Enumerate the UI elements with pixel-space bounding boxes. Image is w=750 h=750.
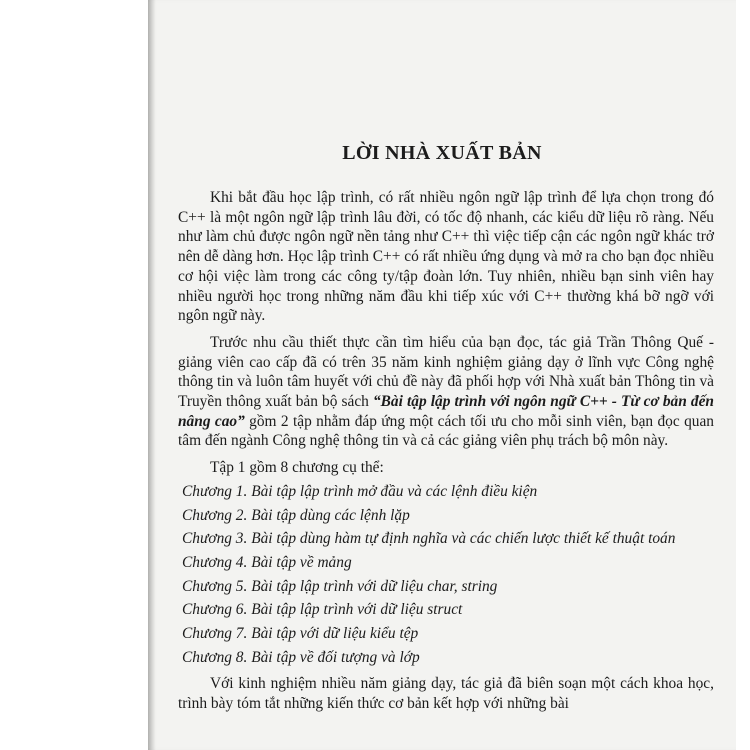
paragraph-publishing (178, 333, 714, 451)
page-title: LỜI NHÀ XUẤT BẢN (342, 142, 542, 164)
chapter-item: Chương 8. Bài tập về đối tượng và lớp (182, 648, 420, 666)
paragraph-closing: Với kinh nghiệm nhiều năm giảng dạy, tác giả đã biên soạn một cách khoa học, trình bày tóm tắt những kiến thức cơ bản kết hợp với những bài (178, 675, 714, 713)
chapter-item: Chương 1. Bài tập lập trình mở đầu và các lệnh điều kiện (182, 482, 538, 500)
paragraph-intro: Khi bắt đầu học lập trình, có rất nhiều ngôn ngữ lập trình để lựa chọn trong đó C++ là một ngôn ngữ lập trình lâu đời, có tốc độ nhanh, các kiểu dữ liệu rõ ràng. Nếu như làm chủ được ngôn ngữ nền tảng như C++ thì việc tiếp cận các ngôn ngữ khác trở nên dễ dàng hơn. Học lập trình C++ có rất nhiều ứng dụng và mở ra cho bạn đọc nhiều cơ hội việc làm trong các công ty/tập đoàn lớn. Tuy nhiên, nhiều bạn sinh viên hay nhiều người học trong những năm đầu khi tiếp xúc với C++ thường khá bỡ ngỡ với ngôn ngữ này. (178, 189, 714, 325)
chapter-item: Chương 7. Bài tập với dữ liệu kiểu tệp (182, 625, 419, 643)
paragraph-publishing-start: Trước nhu cầu thiết thực cần tìm hiểu của bạn đọc, tác giả Trần Thông Quế - giảng viên cao cấp đã có trên 35 năm kinh nghiệm giảng dạy ở lĩnh vực Công nghệ thông tin và luôn tâm huyết với chủ đề này đã phối hợp với Nhà xuất bản Thông tin và Truyền thông xuất bản bộ sách (178, 333, 714, 411)
chapter-item: Chương 3. Bài tập dùng hàm tự định nghĩa và các chiến lược thiết kế thuật toán (182, 530, 676, 548)
spine-shadow (148, 0, 156, 750)
chapter-item: Chương 4. Bài tập về mảng (182, 553, 352, 571)
paragraph-volume: Tập 1 gồm 8 chương cụ thể: (210, 459, 384, 477)
paragraph-publishing-end: gồm 2 tập nhằm đáp ứng một cách tối ưu cho mỗi sinh viên, bạn đọc quan tâm đến ngành Công nghệ thông tin và cả các giảng viên phụ trách bộ môn này. (178, 412, 714, 450)
chapter-item: Chương 6. Bài tập lập trình với dữ liệu struct (182, 601, 463, 619)
book-title: “Bài tập lập trình với ngôn ngữ C++ - Từ cơ bản đến nâng cao” (178, 393, 714, 430)
chapter-item: Chương 5. Bài tập lập trình với dữ liệu char, string (182, 577, 498, 595)
chapter-item: Chương 2. Bài tập dùng các lệnh lặp (182, 506, 410, 524)
body-text (178, 188, 714, 714)
